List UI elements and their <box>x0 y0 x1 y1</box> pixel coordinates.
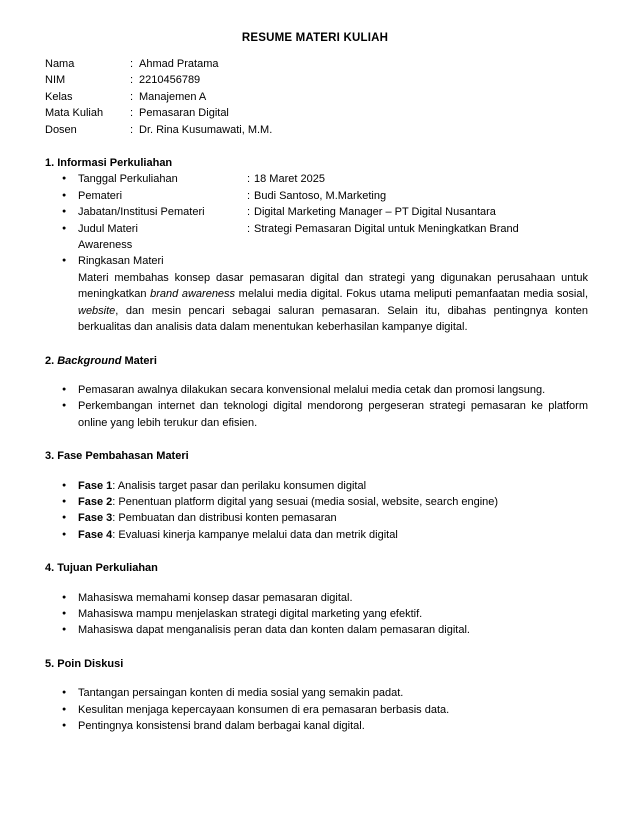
section-1-rows <box>0 171 630 237</box>
info-row <box>0 204 630 220</box>
list-item: ● Kesulitan menjaga kepercayaan konsumen di era pemasaran berbasis data. <box>0 702 630 718</box>
list-item <box>0 494 630 510</box>
section-2-number: 2. <box>45 354 58 367</box>
identity-label: Kelas <box>45 90 73 103</box>
info-value: Budi Santoso, M.Marketing <box>254 189 387 202</box>
list-item: ● Mahasiswa mampu menjelaskan strategi digital marketing yang efektif. <box>0 606 630 622</box>
identity-separator: : <box>130 58 134 70</box>
identity-separator: : <box>130 123 134 136</box>
section-1-summary-list <box>0 253 630 269</box>
summary-text-part-3: , dan mesin pencari sebagai saluran pemasaran. Selain itu, dibahas pentingnya konten berkualitas dan analisis data dalam menentukan keberhasilan kampanye digital. <box>78 304 588 334</box>
info-row <box>0 221 630 237</box>
list-item: ● Mahasiswa dapat menganalisis peran data dan konten dalam pemasaran digital. <box>0 622 630 638</box>
phase-label: Fase 4 <box>78 528 113 541</box>
info-value: 18 Maret 2025 <box>254 173 325 186</box>
summary-text-part-2: melalui media digital. Fokus utama meliputi pemanfaatan media sosial, <box>235 288 588 301</box>
identity-row <box>0 56 272 72</box>
info-row <box>0 171 630 187</box>
phase-label: Fase 2 <box>78 495 113 508</box>
info-value: Digital Marketing Manager – PT Digital Nusantara <box>254 206 496 219</box>
list-item <box>0 510 630 526</box>
page-title: RESUME MATERI KULIAH <box>241 32 389 44</box>
info-label: Judul Materi <box>78 222 138 235</box>
section-3-list <box>0 478 630 544</box>
identity-value: Manajemen A <box>139 90 207 103</box>
list-item: ● Ringkasan Materi <box>0 253 630 269</box>
spacer <box>0 465 630 478</box>
list-item: ● Tantangan persaingan konten di media sosial yang semakin padat. <box>0 685 630 701</box>
summary-italic-website: website <box>78 304 116 317</box>
list-item: ● Pentingnya konsistensi brand dalam berbagai kanal digital. <box>0 718 630 734</box>
list-item: ● Perkembangan internet dan teknologi digital mendorong pergeseran strategi pemasaran ke platform online yang lebih terukur dan efisien. <box>0 398 630 431</box>
info-separator: : <box>247 173 251 186</box>
list-item: ● Pemasaran awalnya dilakukan secara konvensional melalui media cetak dan promosi langsung. <box>0 382 630 398</box>
section-4-heading: 4. Tujuan Perkuliahan <box>45 562 158 575</box>
identity-label: Mata Kuliah <box>45 107 104 120</box>
identity-value: 2210456789 <box>139 74 201 87</box>
phase-text: : Penentuan platform digital yang sesuai (media sosial, website, search engine) <box>112 495 499 508</box>
section-4-list <box>0 590 630 639</box>
list-item: ● Mahasiswa memahami konsep dasar pemasaran digital. <box>0 590 630 606</box>
identity-label: Nama <box>45 58 75 70</box>
phase-text: : Pembuatan dan distribusi konten pemasaran <box>112 512 337 525</box>
list-item <box>0 478 630 494</box>
identity-rows <box>0 56 272 138</box>
summary-text-part-1: Materi membahas konsep dasar pemasaran digital dan strategi yang digunakan perusahaan untuk meningkatkan <box>78 271 588 301</box>
identity-value: Ahmad Pratama <box>139 58 219 70</box>
section-2-heading-rest: Materi <box>121 354 157 367</box>
identity-value: Pemasaran Digital <box>139 107 229 120</box>
info-row <box>0 188 630 204</box>
identity-block <box>0 56 272 138</box>
material-title-continuation: Awareness <box>78 239 133 252</box>
identity-separator: : <box>130 107 134 120</box>
identity-row <box>0 105 272 121</box>
bullet-icon <box>0 171 78 187</box>
phase-text: : Analisis target pasar dan perilaku konsumen digital <box>112 479 367 492</box>
material-summary-paragraph <box>0 270 630 336</box>
spacer <box>0 369 630 382</box>
phase-text: : Evaluasi kinerja kampanye melalui data dan metrik digital <box>112 528 398 541</box>
spacer <box>0 672 630 685</box>
bullet-icon <box>0 204 78 220</box>
section-5-heading: 5. Poin Diskusi <box>45 657 124 670</box>
section-1-heading: 1. Informasi Perkuliahan <box>45 157 173 170</box>
phase-label: Fase 1 <box>78 479 113 492</box>
info-separator: : <box>247 206 251 219</box>
section-1-info-table <box>0 171 630 237</box>
identity-row <box>0 89 272 105</box>
identity-value: Dr. Rina Kusumawati, M.M. <box>139 123 273 136</box>
identity-row <box>0 72 272 88</box>
phase-label: Fase 3 <box>78 512 113 525</box>
info-label: Jabatan/Institusi Pemateri <box>78 206 205 219</box>
summary-italic-brand-awareness: brand awareness <box>150 288 236 301</box>
section-2-list <box>0 382 630 431</box>
info-label: Pemateri <box>78 189 123 202</box>
info-separator: : <box>247 189 251 202</box>
section-2-heading-italic: Background <box>57 354 122 367</box>
identity-label: NIM <box>45 74 66 87</box>
identity-label: Dosen <box>45 123 77 136</box>
info-value: Strategi Pemasaran Digital untuk Meningkatkan Brand <box>254 222 519 235</box>
spacer <box>0 577 630 590</box>
bullet-icon <box>0 221 78 237</box>
info-label: Tanggal Perkuliahan <box>78 173 178 186</box>
list-item <box>0 527 630 543</box>
section-2-heading <box>0 353 630 369</box>
identity-separator: : <box>130 74 134 87</box>
section-3-heading: 3. Fase Pembahasan Materi <box>45 450 189 463</box>
section-5-list <box>0 685 630 734</box>
info-separator: : <box>247 222 251 235</box>
identity-row <box>0 122 272 138</box>
identity-separator: : <box>130 90 134 103</box>
bullet-icon <box>0 188 78 204</box>
